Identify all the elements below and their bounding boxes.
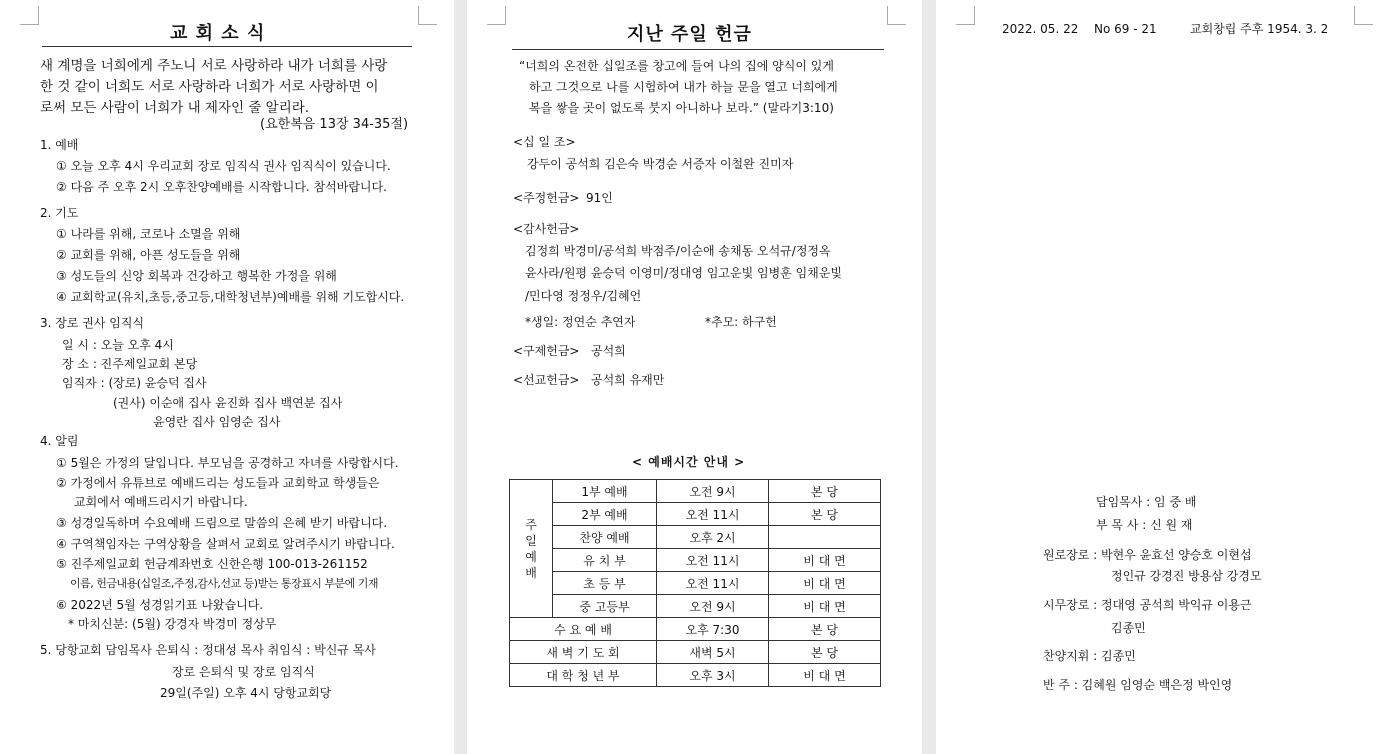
table-row [510, 480, 881, 503]
active-elders-cont: 김종민 [1111, 621, 1146, 635]
tithe-label: <십 일 조> [513, 135, 576, 149]
title-rule [42, 46, 412, 47]
ordination-deaconess: 윤영란 집사 임영순 집사 [153, 415, 281, 429]
table-row [510, 503, 881, 526]
service-name: 찬양 예배 [553, 526, 657, 549]
relief-value: 공석희 [591, 344, 626, 358]
section-heading: 2. 기도 [40, 206, 79, 220]
list-item: ② 다음 주 오후 2시 오후찬양예배를 시작합니다. 참석바랍니다. [56, 180, 387, 194]
verse-line: 한 것 같이 너희도 서로 사랑하라 너희가 서로 사랑하면 이 [40, 79, 379, 95]
service-time: 오전 11시 [657, 572, 769, 595]
page-title: 지난 주일 헌금 [627, 24, 752, 45]
senior-pastor: 담임목사 : 임 중 배 [1096, 495, 1197, 509]
service-place: 본 당 [769, 641, 881, 664]
crop-mark [956, 6, 975, 25]
ordination-place: 장 소 : 진주제일교회 본당 [62, 357, 198, 371]
service-time: 오후 3시 [657, 664, 769, 687]
sunday-worship-label [510, 480, 553, 618]
malachi-quote [519, 56, 838, 119]
thanks-line: 김정희 박경미/공석희 박점주/이순애 송채동 오석규/정정옥 [525, 244, 831, 258]
service-name: 새 벽 기 도 회 [510, 641, 657, 664]
table-row [510, 618, 881, 641]
crop-mark [1354, 6, 1373, 25]
table-row [510, 526, 881, 549]
service-time: 새벽 5시 [657, 641, 769, 664]
table-row [510, 549, 881, 572]
table-row [510, 595, 881, 618]
crop-mark [487, 6, 506, 25]
title-rule [512, 49, 884, 50]
service-place: 본 당 [769, 503, 881, 526]
memorial-names: *추모: 하구헌 [705, 315, 777, 329]
table-row [510, 664, 881, 687]
quote-line: 복을 쌓을 곳이 없도록 붓지 아니하나 보라.” (말라기3:10) [529, 101, 834, 115]
list-item: ③ 성도들의 신앙 회복과 건강하고 행복한 가정을 위해 [56, 269, 337, 283]
emeritus-elders-cont: 정인규 강경진 방용삼 강경모 [1111, 569, 1262, 583]
bulletin-date: 2022. 05. 22 [1002, 22, 1079, 36]
service-place: 비 대 면 [769, 664, 881, 687]
verse-reference: (요한복음 13장 34-35절) [260, 117, 409, 132]
thanks-label: <감사헌금> [513, 222, 580, 236]
section-heading: 5. 당항교회 담임목사 은퇴식 : 정대성 목사 취임식 : 박신규 목사 [40, 643, 376, 657]
table-row [510, 572, 881, 595]
mission-value: 공석희 유재만 [591, 373, 665, 387]
verse-line: 로써 모든 사람이 너희가 내 제자인 줄 알리라. [40, 100, 310, 116]
service-place: 비 대 면 [769, 595, 881, 618]
list-item: ② 가정에서 유튜브로 예배드리는 성도들과 교회학교 학생들은 [56, 476, 380, 490]
quote-line: “너희의 온전한 십일조를 창고에 들여 나의 집에 양식이 있게 [519, 59, 834, 73]
birthday-names: *생일: 정연순 추연자 [525, 315, 636, 329]
mission-label: <선교헌금> [513, 373, 580, 387]
service-name: 1부 예배 [553, 480, 657, 503]
list-item: ③ 성경일독하며 수요예배 드림으로 말씀의 은혜 받기 바랍니다. [56, 516, 388, 530]
list-item-cont: 이름, 헌금내용(십일조,주정,감사,선교 등)받는 통장표시 부분에 기재 [70, 577, 378, 590]
ordination-elder: 임직자 : (장로) 윤승덕 집사 [62, 376, 207, 390]
list-item: ⑤ 진주제일교회 헌금계좌번호 신한은행 100-013-261152 [56, 557, 368, 571]
relief-label: <구제헌금> [513, 344, 580, 358]
list-item: ④ 교회학교(유치,초등,중고등,대학청년부)예배를 위해 기도합시다. [56, 290, 405, 304]
section-heading: 3. 장로 권사 임직식 [40, 316, 145, 330]
service-time: 오전 11시 [657, 503, 769, 526]
weekly-value: 91인 [586, 191, 613, 205]
sunday-worship-text: 주 일 예 배 [525, 517, 537, 580]
service-place: 본 당 [769, 618, 881, 641]
verse-line: 새 계명을 너희에게 주노니 서로 사랑하라 내가 너희를 사랑 [40, 58, 388, 74]
table-row [510, 641, 881, 664]
service-name: 중 고등부 [553, 595, 657, 618]
service-name: 초 등 부 [553, 572, 657, 595]
list-item: ② 교회를 위해, 아픈 성도들을 위해 [56, 248, 241, 262]
issue-number: No 69 - 21 [1094, 22, 1157, 36]
verse-block [40, 56, 387, 119]
tithe-names: 강두이 공석희 김은숙 박경순 서증자 이철완 진미자 [527, 157, 794, 171]
page-church-news [0, 0, 454, 754]
event-line: 29일(주일) 오후 4시 당항교회당 [160, 686, 332, 700]
weekly-label: <주정헌금> [513, 191, 580, 205]
list-item: ⑥ 2022년 5월 성경읽기표 나왔습니다. [56, 598, 264, 612]
service-time: 오전 9시 [657, 595, 769, 618]
list-item: ① 오늘 오후 4시 우리교회 장로 임직식 권사 임직식이 있습니다. [56, 159, 391, 173]
ordination-time: 일 시 : 오늘 오후 4시 [62, 338, 174, 352]
crop-mark [887, 6, 906, 25]
section-heading: 4. 알림 [40, 434, 79, 448]
service-name: 유 치 부 [553, 549, 657, 572]
service-name: 대 학 청 년 부 [510, 664, 657, 687]
list-item-cont: 교회에서 예배드리시기 바랍니다. [74, 495, 248, 509]
service-name: 2부 예배 [553, 503, 657, 526]
crop-mark [418, 6, 437, 25]
active-elders: 시무장로 : 정대영 공석희 박익규 이용근 [1043, 598, 1252, 612]
emeritus-elders: 원로장로 : 박현우 윤효선 양승호 이현섭 [1043, 548, 1252, 562]
service-name: 수 요 예 배 [510, 618, 657, 641]
service-place: 본 당 [769, 480, 881, 503]
service-time: 오전 11시 [657, 549, 769, 572]
event-line: 장로 은퇴식 및 장로 임직식 [172, 665, 315, 679]
service-place: 비 대 면 [769, 549, 881, 572]
founding-date: 교회창립 주후 1954. 3. 2 [1190, 22, 1329, 36]
service-time: 오후 2시 [657, 526, 769, 549]
quote-line: 하고 그것으로 나를 시험하여 내가 하늘 문을 열고 너희에게 [529, 80, 838, 94]
list-item: ① 5월은 가정의 달입니다. 부모님을 공경하고 자녀를 사랑합시다. [56, 456, 399, 470]
associate-pastor: 부 목 사 : 신 원 재 [1096, 518, 1193, 532]
thanks-line: /민다영 정정우/김혜언 [525, 289, 642, 303]
service-time: 오후 7:30 [657, 618, 769, 641]
service-place: 비 대 면 [769, 572, 881, 595]
thanks-line: 윤사라/원평 윤승덕 이영미/정대영 임고운빛 임병훈 임채운빛 [525, 266, 842, 280]
schedule-title: < 예배시간 안내 > [632, 455, 746, 469]
section-heading: 1. 예배 [40, 138, 79, 152]
page-title: 교 회 소 식 [170, 23, 266, 44]
ordination-deaconess: (권사) 이순애 집사 윤진화 집사 백연분 집사 [113, 396, 343, 410]
list-item-note: * 마치신분: (5월) 강경자 박경미 정상무 [68, 617, 277, 631]
list-item: ① 나라를 위해, 코로나 소멸을 위해 [56, 227, 241, 241]
list-item: ④ 구역책임자는 구역상황을 살펴서 교회로 알려주시기 바랍니다. [56, 537, 395, 551]
page-cover-info [936, 0, 1389, 754]
service-time: 오전 9시 [657, 480, 769, 503]
page-offerings [467, 0, 922, 754]
accompanists: 반 주 : 김혜원 임영순 백은정 박인영 [1043, 678, 1233, 692]
crop-mark [20, 6, 39, 25]
service-place [769, 526, 881, 549]
worship-schedule-table [509, 479, 881, 687]
choir-conductor: 찬양지휘 : 김종민 [1043, 649, 1136, 663]
